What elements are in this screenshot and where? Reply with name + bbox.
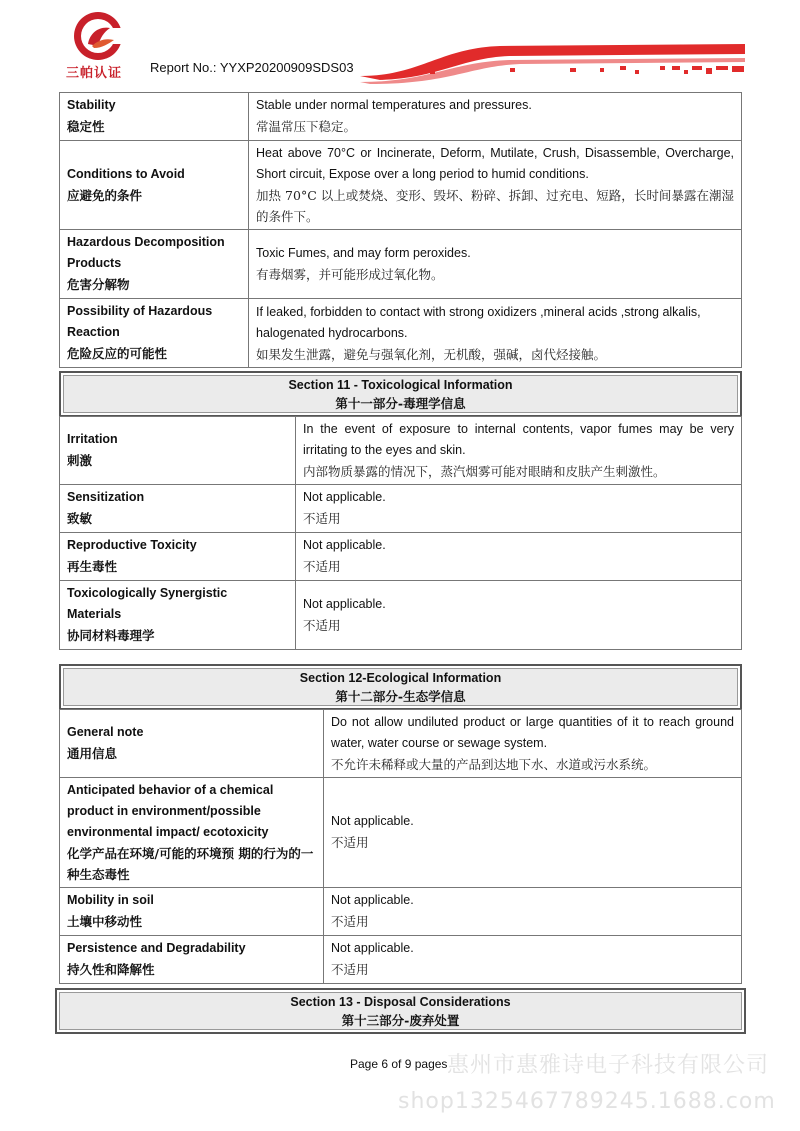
table-row	[60, 778, 742, 888]
section-12-header	[59, 664, 742, 710]
row-value: Not applicable. 不适用	[296, 533, 742, 581]
row-label: Hazardous Decomposition Products 危害分解物	[60, 230, 249, 299]
table-row	[60, 230, 742, 299]
section-11-header	[59, 371, 742, 417]
row-value: Heat above 70°C or Incinerate, Deform, Mutilate, Crush, Disassemble, Overcharge, Short circuit, Expose over a long period to humid conditions. 加热 70°C 以上或焚烧、变形、毁坏、粉碎、拆卸、过充电、短路，长时间暴露在潮湿的条件下。	[249, 141, 742, 230]
table-row	[60, 299, 742, 368]
row-value: Not applicable. 不适用	[324, 936, 742, 984]
row-label: Conditions to Avoid 应避免的条件	[60, 141, 249, 230]
report-number: Report No.: YYXP20200909SDS03	[150, 60, 354, 75]
table-row	[60, 888, 742, 936]
section-title: Section 12-Ecological Information	[299, 671, 502, 685]
row-value: Do not allow undiluted product or large quantities of it to reach ground water, water course or sewage system. 不允许未稀释或大量的产品到达地下水、水道或污水系统。	[324, 710, 742, 778]
row-label: Reproductive Toxicity 再生毒性	[60, 533, 296, 581]
watermark-company: 惠州市惠雅诗电子科技有限公司	[447, 1053, 770, 1078]
table-row	[60, 533, 742, 581]
row-label: Irritation 刺激	[60, 417, 296, 485]
row-value: Not applicable. 不适用	[296, 485, 742, 533]
section-title: Section 13 - Disposal Considerations	[290, 995, 511, 1009]
table-row	[60, 417, 742, 485]
section-title-cn: 第十二部分-生态学信息	[335, 689, 466, 704]
row-label: Toxicologically Synergistic Materials 协同材料毒理学	[60, 581, 296, 650]
page-header	[0, 0, 800, 90]
row-label: General note 通用信息	[60, 710, 324, 778]
table-row	[60, 141, 742, 230]
row-label: Persistence and Degradability 持久性和降解性	[60, 936, 324, 984]
table-row	[60, 93, 742, 141]
stability-table	[59, 92, 742, 368]
row-value: Stable under normal temperatures and pressures. 常温常压下稳定。	[249, 93, 742, 141]
section-title-cn: 第十三部分-废弃处置	[341, 1013, 460, 1028]
section-title: Section 11 - Toxicological Information	[288, 378, 513, 392]
row-value: Not applicable. 不适用	[296, 581, 742, 650]
row-label: Possibility of Hazardous Reaction 危险反应的可能性	[60, 299, 249, 368]
row-label: Anticipated behavior of a chemical product in environment/possible environmental impact/ ecotoxicity 化学产品在环境/可能的环境预 期的行为的一种生态毒性	[60, 778, 324, 888]
header-decoration	[360, 40, 745, 85]
table-row	[60, 936, 742, 984]
table-row	[60, 581, 742, 650]
row-value: Toxic Fumes, and may form peroxides. 有毒烟雾，并可能形成过氧化物。	[249, 230, 742, 299]
page-number: Page 6 of 9 pages	[350, 1057, 448, 1071]
toxicology-table	[59, 416, 742, 650]
logo-text: 三帕认证	[66, 65, 123, 80]
row-value: If leaked, forbidden to contact with strong oxidizers ,mineral acids ,strong alkalis, halogenated hydrocarbons. 如果发生泄露，避免与强氧化剂，无机酸，强碱，卤代烃接触。	[249, 299, 742, 368]
section-title-cn: 第十一部分-毒理学信息	[335, 396, 466, 411]
section-13-header	[55, 988, 746, 1034]
row-value: Not applicable. 不适用	[324, 888, 742, 936]
watermark-url: shop1325467789245.1688.com	[398, 1089, 776, 1114]
table-row	[60, 710, 742, 778]
row-label: Stability 稳定性	[60, 93, 249, 141]
row-value: In the event of exposure to internal contents, vapor fumes may be very irritating to the eyes and skin. 内部物质暴露的情况下，蒸汽烟雾可能对眼睛和皮肤产生刺激性。	[296, 417, 742, 485]
row-label: Sensitization 致敏	[60, 485, 296, 533]
row-value: Not applicable. 不适用	[324, 778, 742, 888]
ecological-table	[59, 709, 742, 984]
row-label: Mobility in soil 土壤中移动性	[60, 888, 324, 936]
table-row	[60, 485, 742, 533]
